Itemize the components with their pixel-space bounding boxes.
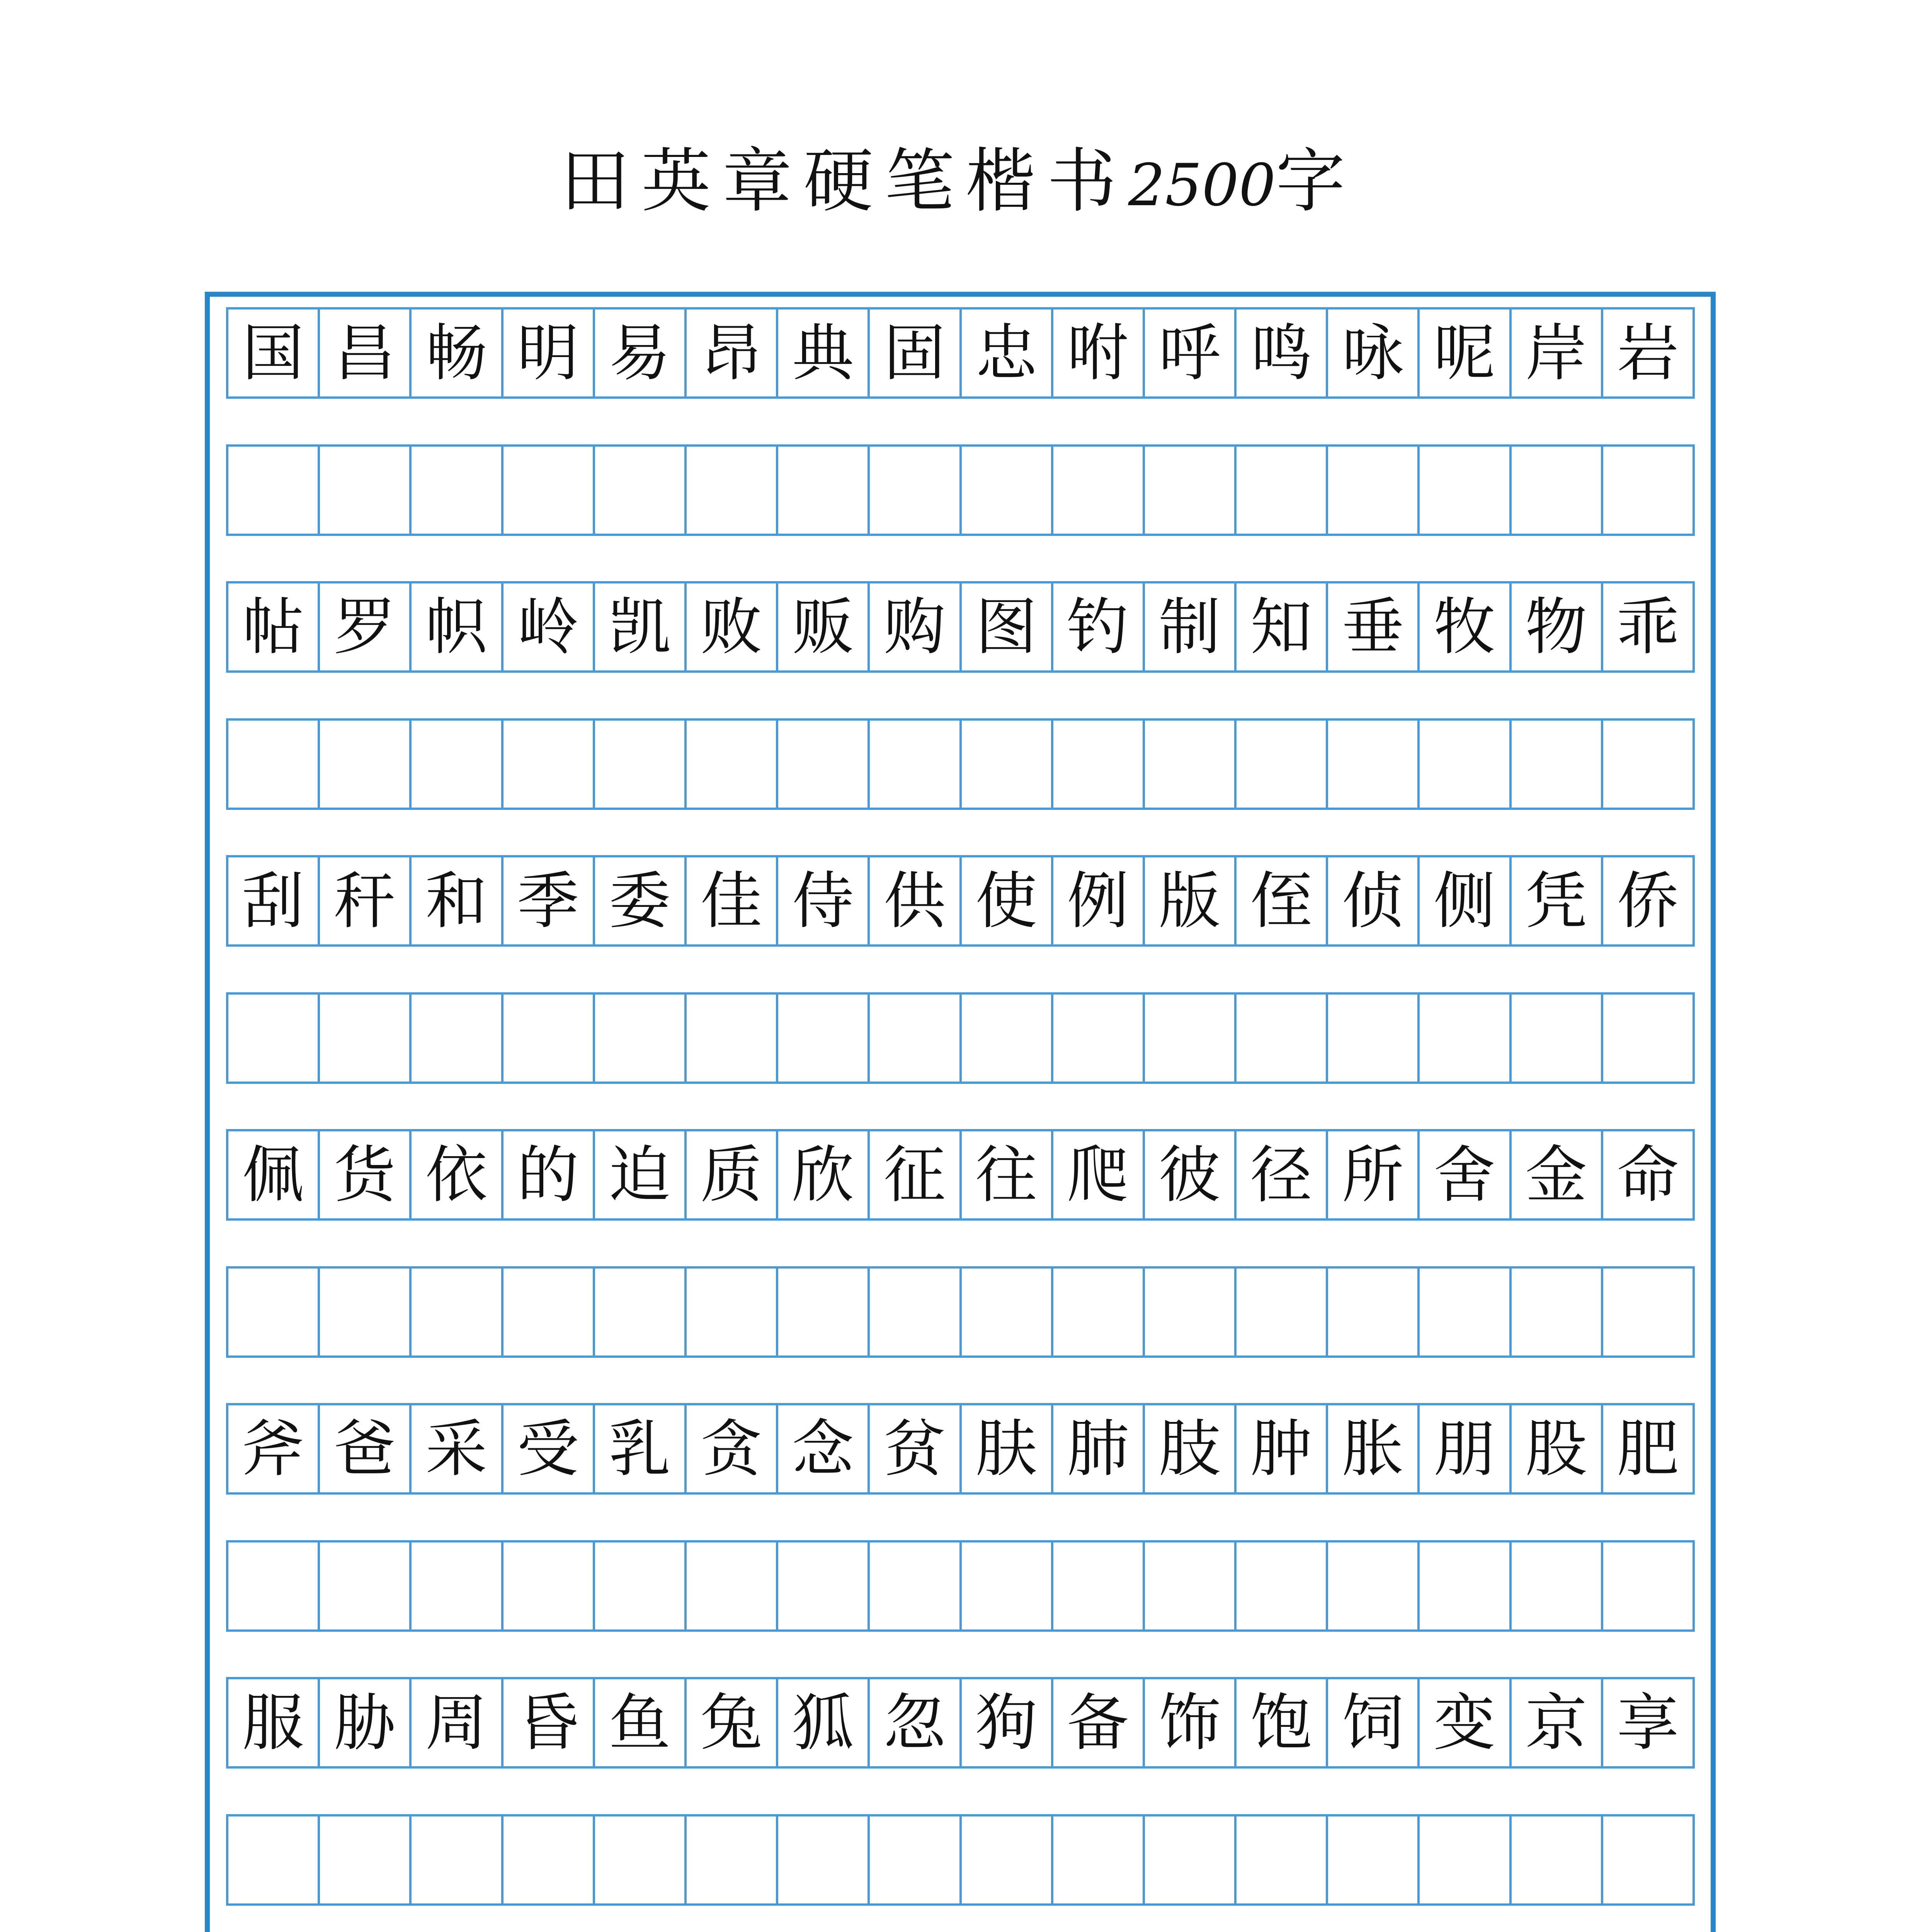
blank-practice-cell[interactable] (870, 995, 961, 1082)
blank-practice-cell[interactable] (1512, 1816, 1603, 1903)
character-cell: 胁 (320, 1679, 412, 1766)
blank-practice-cell[interactable] (778, 447, 870, 534)
character-cell: 佩 (228, 1131, 320, 1218)
blank-practice-cell[interactable] (1328, 1269, 1420, 1355)
blank-practice-cell[interactable] (1053, 995, 1145, 1082)
character-cell: 饱 (1237, 1679, 1328, 1766)
blank-practice-cell[interactable] (228, 1543, 320, 1629)
character-cell: 肿 (1237, 1405, 1328, 1492)
blank-practice-cell[interactable] (1237, 995, 1328, 1082)
title-prefix: 田英章硬笔楷书 (560, 141, 1128, 222)
character-cell: 购 (870, 583, 961, 670)
blank-practice-cell[interactable] (1603, 1269, 1695, 1355)
blank-practice-cell[interactable] (503, 721, 595, 808)
character-cell: 爬 (1053, 1131, 1145, 1218)
character-cell: 帜 (412, 583, 503, 670)
character-cell: 享 (1603, 1679, 1695, 1766)
character-cell: 侧 (1420, 857, 1511, 944)
character-cell: 念 (778, 1405, 870, 1492)
blank-practice-cell[interactable] (778, 995, 870, 1082)
blank-practice-cell[interactable] (1512, 1543, 1603, 1629)
character-cell: 舍 (1420, 1131, 1511, 1218)
character-cell: 知 (1237, 583, 1328, 670)
blank-practice-cell[interactable] (1328, 721, 1420, 808)
blank-practice-cell[interactable] (1603, 995, 1695, 1082)
blank-practice-cell[interactable] (1420, 995, 1511, 1082)
blank-practice-cell[interactable] (503, 1269, 595, 1355)
character-cell: 狐 (778, 1679, 870, 1766)
blank-practice-cell[interactable] (1603, 447, 1695, 534)
character-cell: 国 (228, 310, 320, 396)
character-cell: 岩 (1603, 310, 1695, 396)
character-cell: 图 (962, 583, 1053, 670)
character-cell: 呼 (1145, 310, 1237, 396)
character-cell: 败 (687, 583, 778, 670)
character-cell: 往 (962, 1131, 1053, 1218)
character-cell: 咐 (1053, 310, 1145, 396)
blank-practice-cell[interactable] (1420, 1543, 1511, 1629)
blank-practice-cell[interactable] (1053, 447, 1145, 534)
blank-practice-cell[interactable] (962, 721, 1053, 808)
character-cell: 岸 (1512, 310, 1603, 396)
character-cell: 饰 (1145, 1679, 1237, 1766)
blank-practice-cell[interactable] (1512, 721, 1603, 808)
character-cell: 贪 (687, 1405, 778, 1492)
blank-practice-cell[interactable] (870, 1816, 961, 1903)
character-cell: 昌 (320, 310, 412, 396)
blank-practice-cell[interactable] (1420, 721, 1511, 808)
blank-practice-cell[interactable] (687, 721, 778, 808)
blank-practice-cell[interactable] (1420, 447, 1511, 534)
blank-practice-cell[interactable] (687, 1816, 778, 1903)
blank-practice-cell[interactable] (1237, 1269, 1328, 1355)
character-cell: 钓 (1053, 583, 1145, 670)
character-cell: 径 (1237, 1131, 1328, 1218)
blank-practice-cell[interactable] (412, 995, 503, 1082)
character-cell: 肥 (1603, 1405, 1695, 1492)
title-suffix: 字 (1276, 141, 1357, 222)
character-cell: 股 (1512, 1405, 1603, 1492)
character-cell: 呢 (1420, 310, 1511, 396)
blank-practice-cell[interactable] (1145, 721, 1237, 808)
blank-practice-cell[interactable] (595, 1543, 687, 1629)
character-cell: 货 (320, 1131, 412, 1218)
character-cell: 易 (595, 310, 687, 396)
character-cell: 采 (412, 1405, 503, 1492)
blank-practice-row (226, 1814, 1695, 1906)
blank-practice-cell[interactable] (778, 721, 870, 808)
character-cell: 服 (228, 1679, 320, 1766)
blank-practice-cell[interactable] (1603, 721, 1695, 808)
character-cell: 使 (962, 857, 1053, 944)
character-cell: 罗 (320, 583, 412, 670)
blank-practice-cell[interactable] (1603, 1816, 1695, 1903)
blank-practice-cell[interactable] (320, 995, 412, 1082)
character-cell: 受 (503, 1405, 595, 1492)
title-number: 2500 (1128, 152, 1276, 219)
blank-practice-cell[interactable] (1328, 447, 1420, 534)
blank-practice-cell[interactable] (320, 447, 412, 534)
character-cell: 的 (503, 1131, 595, 1218)
blank-practice-cell[interactable] (1145, 1816, 1237, 1903)
character-cell: 斧 (228, 1405, 320, 1492)
blank-practice-cell[interactable] (412, 721, 503, 808)
blank-practice-cell[interactable] (503, 1816, 595, 1903)
character-cell: 兔 (687, 1679, 778, 1766)
character-cell: 命 (1603, 1131, 1695, 1218)
character-cell: 昏 (503, 1679, 595, 1766)
blank-practice-cell[interactable] (412, 447, 503, 534)
character-cell: 版 (1145, 857, 1237, 944)
character-cell: 刮 (228, 857, 320, 944)
blank-practice-cell[interactable] (1053, 1269, 1145, 1355)
character-cell: 侨 (1603, 857, 1695, 944)
character-cell: 凭 (1512, 857, 1603, 944)
blank-practice-cell[interactable] (962, 1816, 1053, 1903)
character-row (226, 1129, 1695, 1221)
character-cell: 质 (687, 1131, 778, 1218)
blank-practice-cell[interactable] (412, 1269, 503, 1355)
blank-practice-cell[interactable] (1512, 447, 1603, 534)
character-cell: 佳 (687, 857, 778, 944)
character-cell: 侍 (778, 857, 870, 944)
character-row (226, 1403, 1695, 1495)
character-cell: 乳 (595, 1405, 687, 1492)
character-cell: 变 (1420, 1679, 1511, 1766)
blank-practice-cell[interactable] (1512, 995, 1603, 1082)
blank-practice-cell[interactable] (412, 1816, 503, 1903)
blank-practice-cell[interactable] (870, 1543, 961, 1629)
blank-practice-cell[interactable] (870, 447, 961, 534)
character-cell: 明 (503, 310, 595, 396)
blank-practice-cell[interactable] (228, 995, 320, 1082)
blank-practice-cell[interactable] (320, 1816, 412, 1903)
character-cell: 朋 (1420, 1405, 1511, 1492)
blank-practice-cell[interactable] (1053, 1543, 1145, 1629)
blank-practice-cell[interactable] (962, 1269, 1053, 1355)
blank-practice-cell[interactable] (1145, 1543, 1237, 1629)
blank-practice-cell[interactable] (1053, 721, 1145, 808)
blank-practice-cell[interactable] (1512, 1269, 1603, 1355)
blank-practice-cell[interactable] (228, 721, 320, 808)
blank-practice-cell[interactable] (595, 1816, 687, 1903)
character-row (226, 581, 1695, 673)
character-cell: 和 (412, 857, 503, 944)
character-cell: 岭 (503, 583, 595, 670)
character-cell: 肺 (1053, 1405, 1145, 1492)
character-cell: 侄 (1237, 857, 1328, 944)
character-cell: 贫 (870, 1405, 961, 1492)
character-cell: 鱼 (595, 1679, 687, 1766)
blank-practice-cell[interactable] (1328, 995, 1420, 1082)
blank-practice-cell[interactable] (778, 1816, 870, 1903)
blank-practice-row (226, 444, 1695, 536)
character-cell: 咏 (1328, 310, 1420, 396)
character-cell: 爸 (320, 1405, 412, 1492)
character-row (226, 1677, 1695, 1769)
character-cell: 物 (1512, 583, 1603, 670)
blank-practice-cell[interactable] (962, 995, 1053, 1082)
blank-practice-cell[interactable] (1145, 447, 1237, 534)
character-cell: 肢 (1145, 1405, 1237, 1492)
character-row (226, 855, 1695, 947)
character-cell: 所 (1328, 1131, 1420, 1218)
character-cell: 畅 (412, 310, 503, 396)
blank-practice-cell[interactable] (1237, 721, 1328, 808)
character-cell: 鸣 (1237, 310, 1328, 396)
blank-practice-cell[interactable] (503, 995, 595, 1082)
character-cell: 金 (1512, 1131, 1603, 1218)
blank-practice-row (226, 718, 1695, 810)
character-cell: 帖 (228, 583, 320, 670)
blank-practice-cell[interactable] (320, 1269, 412, 1355)
character-cell: 委 (595, 857, 687, 944)
character-cell: 彼 (1145, 1131, 1237, 1218)
blank-practice-cell[interactable] (778, 1543, 870, 1629)
character-cell: 供 (870, 857, 961, 944)
blank-practice-cell[interactable] (412, 1543, 503, 1629)
blank-practice-cell[interactable] (320, 1543, 412, 1629)
character-cell: 忠 (962, 310, 1053, 396)
blank-practice-cell[interactable] (595, 995, 687, 1082)
blank-practice-cell[interactable] (778, 1269, 870, 1355)
blank-practice-cell[interactable] (320, 721, 412, 808)
character-cell: 征 (870, 1131, 961, 1218)
character-cell: 凯 (595, 583, 687, 670)
character-cell: 乖 (1603, 583, 1695, 670)
page-title (0, 128, 1917, 236)
character-cell: 忽 (870, 1679, 961, 1766)
character-cell: 牧 (1420, 583, 1511, 670)
blank-practice-cell[interactable] (962, 1543, 1053, 1629)
blank-practice-cell[interactable] (228, 1269, 320, 1355)
blank-practice-cell[interactable] (687, 995, 778, 1082)
blank-practice-row (226, 1266, 1695, 1358)
blank-practice-cell[interactable] (1603, 1543, 1695, 1629)
blank-practice-cell[interactable] (228, 447, 320, 534)
blank-practice-cell[interactable] (1237, 447, 1328, 534)
blank-practice-cell[interactable] (1145, 995, 1237, 1082)
blank-practice-cell[interactable] (1420, 1816, 1511, 1903)
character-cell: 备 (1053, 1679, 1145, 1766)
blank-practice-cell[interactable] (228, 1816, 320, 1903)
blank-practice-cell[interactable] (503, 447, 595, 534)
blank-practice-cell[interactable] (1328, 1543, 1420, 1629)
character-cell: 贩 (778, 583, 870, 670)
blank-practice-cell[interactable] (1145, 1269, 1237, 1355)
character-cell: 典 (778, 310, 870, 396)
character-cell: 周 (412, 1679, 503, 1766)
blank-practice-cell[interactable] (870, 1269, 961, 1355)
character-cell: 侦 (1328, 857, 1420, 944)
blank-practice-cell[interactable] (962, 447, 1053, 534)
blank-practice-cell[interactable] (1420, 1269, 1511, 1355)
blank-practice-cell[interactable] (1237, 1543, 1328, 1629)
blank-practice-cell[interactable] (1328, 1816, 1420, 1903)
character-cell: 肤 (962, 1405, 1053, 1492)
character-row (226, 307, 1695, 399)
character-cell: 欣 (778, 1131, 870, 1218)
blank-practice-cell[interactable] (595, 1269, 687, 1355)
blank-practice-cell[interactable] (687, 1543, 778, 1629)
character-cell: 胀 (1328, 1405, 1420, 1492)
character-cell: 狗 (962, 1679, 1053, 1766)
character-cell: 秆 (320, 857, 412, 944)
blank-practice-cell[interactable] (1053, 1816, 1145, 1903)
blank-practice-cell[interactable] (687, 1269, 778, 1355)
character-cell: 固 (870, 310, 961, 396)
character-cell: 依 (412, 1131, 503, 1218)
character-cell: 京 (1512, 1679, 1603, 1766)
blank-practice-cell[interactable] (1237, 1816, 1328, 1903)
blank-practice-row (226, 992, 1695, 1084)
blank-practice-cell[interactable] (595, 721, 687, 808)
character-cell: 迫 (595, 1131, 687, 1218)
character-cell: 昂 (687, 310, 778, 396)
character-cell: 例 (1053, 857, 1145, 944)
character-cell: 季 (503, 857, 595, 944)
blank-practice-cell[interactable] (503, 1543, 595, 1629)
blank-practice-cell[interactable] (687, 447, 778, 534)
blank-practice-row (226, 1540, 1695, 1632)
blank-practice-cell[interactable] (595, 447, 687, 534)
character-cell: 制 (1145, 583, 1237, 670)
blank-practice-cell[interactable] (870, 721, 961, 808)
character-cell: 饲 (1328, 1679, 1420, 1766)
character-cell: 垂 (1328, 583, 1420, 670)
